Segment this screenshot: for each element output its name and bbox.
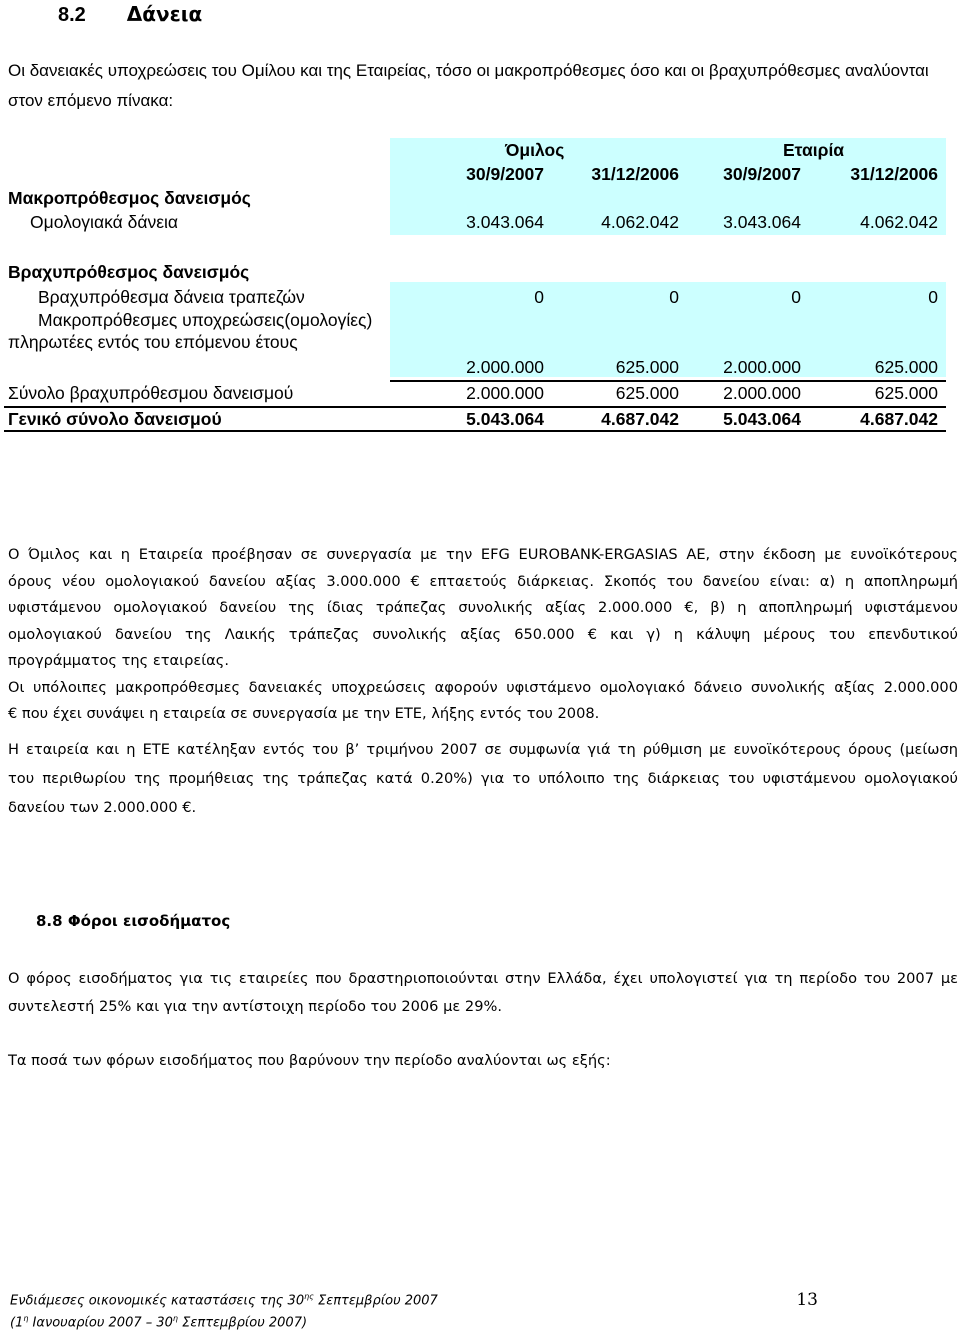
bond-loans-value: 3.043.064 [466,212,544,232]
col-date: 31/12/2006 [850,164,938,184]
grand-total-value: 4.687.042 [601,409,679,429]
text-line: προγράμματος της εταιρείας. [8,652,229,669]
text-line: Οι υπόλοιπες μακροπρόθεσμες δανειακές υποχρεώσεις αφορούν υφιστάμενο ομολογιακό δάνειο συνολικής αξίας 2.000.000 [8,678,958,696]
section-number: 8.2 [58,4,86,26]
bank-loans-value: 0 [928,287,938,307]
current-portion-value: 625.000 [874,357,938,377]
current-portion-label-cont: πληρωτέες εντός του επόμενου έτους [8,332,298,352]
bond-loans-label: Ομολογιακά δάνεια [30,212,178,232]
bank-loans-value: 0 [791,287,801,307]
col-date: 30/9/2007 [466,164,544,184]
text-line: δανείου των 2.000.000 €. [8,799,197,816]
footer-sup: η [172,1314,178,1323]
current-portion-value: 2.000.000 [466,357,544,377]
tax-paragraph [8,965,958,1021]
text-line: € που έχει συνάψει η εταιρεία σε συνεργασία με την ΕΤΕ, λήξης εντός του 2008. [8,705,600,722]
current-portion-value: 2.000.000 [723,357,801,377]
footer-text: Σεπτεμβρίου 2007) [178,1315,308,1331]
short-total-value: 625.000 [615,383,679,403]
grand-total-value: 5.043.064 [466,409,544,429]
text-line: Ο Όμιλος και η Εταιρεία προέβησαν σε συνεργασία με την EFG EUROBANK-ERGASIAS AE, στην έκδοση με ευνοϊκότερους [8,546,958,563]
grand-total-value: 5.043.064 [723,409,801,429]
short-total-label: Σύνολο βραχυπρόθεσμου δανεισμού [8,383,294,403]
footer-text: Σεπτεμβρίου 2007 [313,1293,438,1309]
bond-loans-value: 4.062.042 [601,212,679,232]
ete-paragraph [8,735,958,822]
long-term-heading: Μακροπρόθεσμος δανεισμός [8,188,251,208]
current-portion-value: 625.000 [615,357,679,377]
text-line: Τα ποσά των φόρων εισοδήματος που βαρύνουν την περίοδο αναλύονται ως εξής: [8,1052,611,1069]
text-line: υφιστάμενου ομολογιακού δανείου της ίδιας τράπεζας συνολικής αξίας 2.000.000 €, β) η αποπληρωμή υφιστάμενου [8,599,958,616]
text-line: όρους νέου ομολογιακού δανείου αξίας 3.000.000 € επταετούς διάρκειας. Σκοπός του δανείου είναι: α) η αποπληρωμή [8,572,958,590]
col-date: 31/12/2006 [591,164,679,184]
page-number: 13 [796,1290,818,1310]
intro-text: Οι δανειακές υποχρεώσεις του Ομίλου και της Εταιρείας, τόσο οι μακροπρόθεσμες όσο και οι βραχυπρόθεσμες αναλύονται στον επόμενο πίνακα: [8,61,929,110]
bank-loans-value: 0 [669,287,679,307]
footer-text: Ενδιάμεσες οικονομικές καταστάσεις της 30 [10,1293,305,1309]
text-line: συντελεστή 25% και για την αντίστοιχη περίοδο του 2006 με 29%. [8,998,502,1015]
section-heading-income-tax [36,912,230,930]
short-total-value: 2.000.000 [466,383,544,403]
subtotal-rule [390,380,946,382]
footer-text: Ιανουαρίου 2007 – 30 [28,1315,173,1331]
footer-text: (1 [10,1315,24,1331]
grand-total-label: Γενικό σύνολο δανεισμού [8,409,222,429]
bank-loans-label: Βραχυπρόθεσμα δάνεια τραπεζών [38,287,305,307]
total-rule-bottom [4,430,946,432]
short-total-value: 2.000.000 [723,383,801,403]
current-portion-label: Μακροπρόθεσμες υποχρεώσεις(ομολογίες) [38,310,373,330]
bond-loan-paragraph [8,542,958,728]
text-line: του περιθωρίου της προμήθειας της τράπεζας κατά 0.20%) για το υπόλοιπο της διάρκειας του υφιστάμενου ομολογιακού [8,770,958,787]
bond-loans-value: 3.043.064 [723,212,801,232]
col-date: 30/9/2007 [723,164,801,184]
footer-line-2 [10,1314,307,1330]
total-rule-top [4,406,946,408]
section-number: 8.8 [36,912,63,930]
short-total-value: 625.000 [874,383,938,403]
bank-loans-value: 0 [534,287,544,307]
grand-total-value: 4.687.042 [860,409,938,429]
footer-sup: ης [304,1292,314,1301]
text-line: Ο φόρος εισοδήματος για τις εταιρείες που δραστηριοποιούνται στην Ελλάδα, έχει υπολογιστεί για τη περίοδο του 2007 με [8,970,958,987]
group-omilos: Όμιλος [505,140,565,160]
text-line: ομολογιακού δανείου της Λαικής τράπεζας συνολικής αξίας 650.000 € και γ) η κάλυψη μέρους του επενδυτικού [8,625,958,643]
section-title: Φόροι εισοδήματος [67,912,231,930]
tax-amounts-paragraph [8,1050,958,1072]
footer-sup: η [23,1314,29,1323]
section-title: Δάνεια [126,2,203,26]
text-line: Η εταιρεία και η ΕΤΕ κατέληξαν εντός του β’ τριμήνου 2007 σε συμφωνία γιά τη ρύθμιση με ευνοϊκότερους όρους (μείωση [8,741,958,758]
footer-line-1 [10,1292,438,1308]
bond-loans-value: 4.062.042 [860,212,938,232]
short-term-heading: Βραχυπρόθεσμος δανεισμός [8,262,250,282]
group-etairia: Εταιρία [783,140,845,160]
section-heading-loans [58,2,202,27]
